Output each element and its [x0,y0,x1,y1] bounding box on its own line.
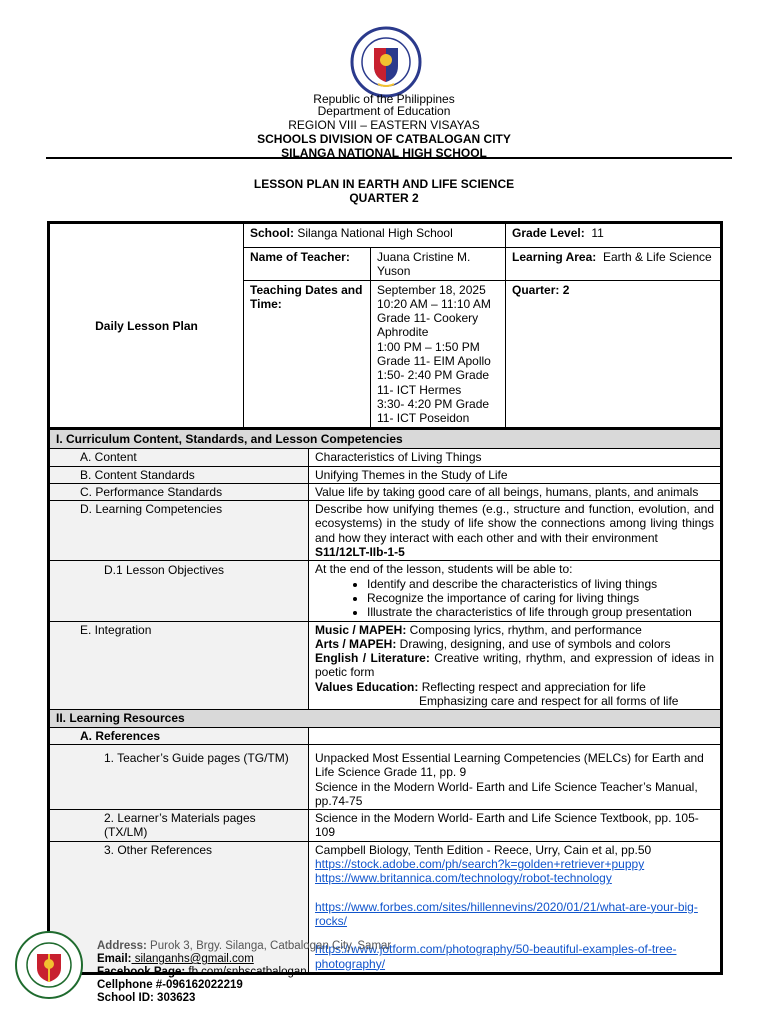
teacher-value: Juana Cristine M. Yuson [371,248,506,281]
learning-area-cell [506,248,722,281]
integration-item [315,680,714,694]
footer-address [97,939,391,953]
section-resources-heading: II. Learning Resources [49,710,722,727]
grade-level-value: 11 [591,226,604,240]
grade-level-cell [506,223,722,248]
grade-level-label: Grade Level: [512,226,585,240]
date-line: September 18, 2025 [377,282,486,297]
integration-text: Drawing, designing, and use of symbols and colors [396,636,671,651]
teacher-label: Name of Teacher: [244,248,371,281]
lesson-plan-title: LESSON PLAN IN EARTH AND LIFE SCIENCE [253,177,515,191]
learners-materials-value: Science in the Modern World- Earth and Life Science Textbook, pp. 105-109 [309,810,722,842]
address-label: Address: [97,940,147,952]
teachers-guide-value: Unpacked Most Essential Learning Competencies (MELCs) for Earth and Life Science Grade 11, pp. 9 [315,750,704,780]
deped-seal-logo [348,26,424,98]
other-reference-text: Campbell Biology, Tenth Edition - Reece, Urry, Cain et al, pp.50 [315,842,652,857]
date-line: 10:20 AM – 11:10 AM [377,296,491,311]
footer-email [97,952,254,966]
reference-link[interactable]: https://www.forbes.com/sites/hillennevins/2020/01/21/what-are-your-big-rocks/ [315,899,698,928]
other-references-label: 3. Other References [49,841,309,973]
reference-link[interactable]: https://www.jotform.com/photography/50-beautiful-examples-of-tree-photography/ [315,942,677,971]
daily-lesson-plan-label: Daily Lesson Plan [49,223,244,429]
performance-standards-value: Value life by taking good care of all beings, humans, plants, and animals [309,483,722,500]
competency-code: S11/12LT-IIb-1-5 [315,545,405,560]
objective-item: • Identify and describe the characteristics of living things [367,577,714,591]
date-line: 1:00 PM – 1:50 PM [377,339,480,354]
school-cell [244,223,506,248]
lesson-content-table [47,427,723,975]
content-standards-value: Unifying Themes in the Study of Life [309,466,722,483]
objective-item: • Recognize the importance of caring for living things [367,591,714,605]
learning-area-label: Learning Area: [512,250,597,264]
date-line: Grade 11- EIM Apollo [377,354,491,369]
header-division: SCHOOLS DIVISION OF CATBALOGAN CITY [257,132,511,146]
learners-materials-label: 2. Learner’s Materials pages (TX/LM) [49,810,309,842]
integration-item [315,651,714,680]
reference-link[interactable]: https://www.britannica.com/technology/robot-technology [315,871,612,886]
section-curriculum-heading: I. Curriculum Content, Standards, and Lesson Competencies [49,429,722,449]
teachers-guide-cell [309,744,722,809]
integration-subject: Music / MAPEH: [315,622,407,637]
content-value: Characteristics of Living Things [309,449,722,466]
date-line: 3:30- 4:20 PM Grade [377,396,490,411]
facebook-label: Facebook Page: [97,966,186,978]
integration-item [315,637,714,651]
objectives-intro: At the end of the lesson, students will be able to: [315,562,573,577]
content-label: A. Content [49,449,309,466]
teachers-guide-label: 1. Teacher’s Guide pages (TG/TM) [49,744,309,809]
address-value: Purok 3, Brgy. Silanga, Catbalogan City, Samar [146,940,392,952]
lesson-info-table [47,221,723,430]
teachers-guide-value: Science in the Modern World- Earth and Life Science Teacher’s Manual, pp.74-75 [315,779,698,808]
references-empty [309,727,722,744]
learning-competencies-value: Describe how unifying themes (e.g., structure and function, evolution, and ecosystems) in the study of life show the connections among living things and how they interact with each other and with their environment [315,502,715,545]
header-school: SILANGA NATIONAL HIGH SCHOOL [281,146,487,160]
facebook-value: fb.com/snhscatbalogan [185,966,307,978]
integration-text: Reflecting respect and appreciation for life [418,679,646,694]
date-line: 11- ICT Hermes [377,382,462,397]
objectives-list [315,577,714,620]
integration-text: Creative writing, rhythm, and expression of ideas in poetic form [315,651,715,680]
content-standards-label: B. Content Standards [49,466,309,483]
date-line: 11- ICT Poseidon [377,411,470,426]
teaching-dates-label: Teaching Dates and Time: [244,280,371,428]
school-value: Silanga National High School [294,226,453,240]
quarter-label: Quarter: 2 [506,280,722,428]
header-line-region: REGION VIII – EASTERN VISAYAS [288,118,480,132]
footer-facebook [97,965,307,979]
footer-school-id: School ID: 303623 [97,992,196,1004]
date-line: Aphrodite [377,325,429,340]
header-line-department: Department of Education [317,104,451,118]
reference-link[interactable]: https://stock.adobe.com/ph/search?k=golden+retriever+puppy [315,857,645,872]
integration-subject: Arts / MAPEH: [315,636,397,651]
email-value[interactable]: silanganhs@gmail.com [131,953,254,965]
teaching-dates-value [371,280,506,428]
integration-text: Composing lyrics, rhythm, and performance [406,622,642,637]
integration-subject: Values Education: [315,679,419,694]
objective-item: • Illustrate the characteristics of life through group presentation [367,605,714,619]
integration-extra: Emphasizing care and respect for all forms of life [419,694,679,709]
header-line-republic: Republic of the Philippines [313,92,455,106]
integration-item [315,623,714,637]
lesson-plan-quarter: QUARTER 2 [349,191,419,205]
learning-competencies-label: D. Learning Competencies [49,501,309,561]
integration-cell [309,621,722,710]
performance-standards-label: C. Performance Standards [49,483,309,500]
date-line: Grade 11- Cookery [377,311,479,326]
integration-label: E. Integration [49,621,309,710]
learning-area-value: Earth & Life Science [602,250,712,264]
school-label: School: [250,226,294,240]
references-label: A. References [49,727,309,744]
header-divider [46,157,732,159]
date-line: 1:50- 2:40 PM Grade [377,368,490,383]
learning-competencies-cell [309,501,722,561]
lesson-objectives-cell [309,561,722,621]
email-label: Email: [97,953,132,965]
footer [0,930,768,1024]
lesson-objectives-label: D.1 Lesson Objectives [49,561,309,621]
footer-cellphone: Cellphone #-096162022219 [97,979,243,991]
integration-subject: English / Literature: [315,651,430,666]
